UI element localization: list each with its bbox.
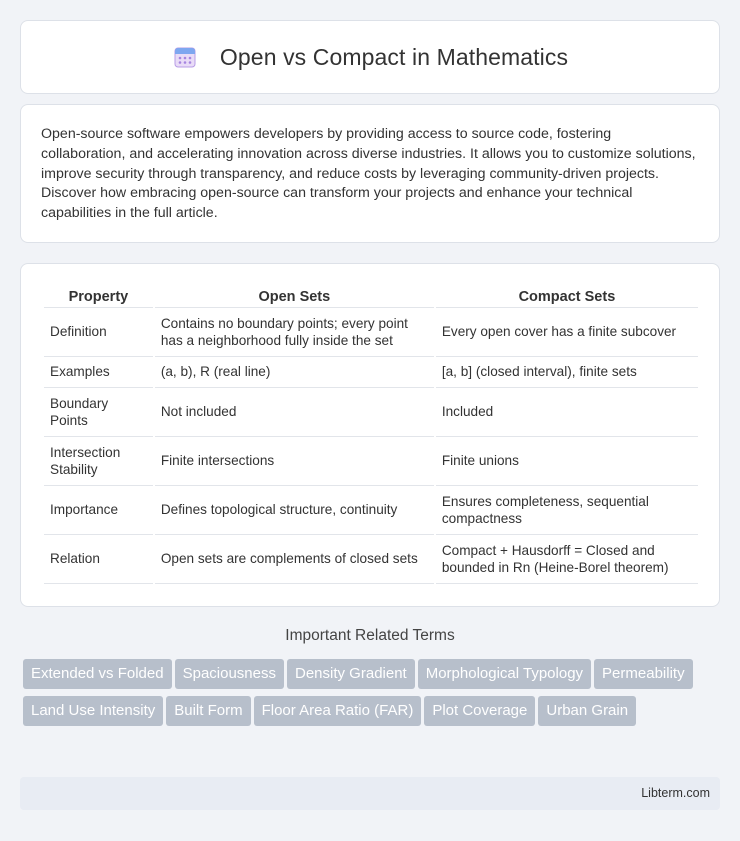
table-cell: Contains no boundary points; every point has a neighborhood fully inside the set bbox=[155, 308, 434, 357]
table-cell: Not included bbox=[155, 388, 434, 437]
table-cell: Intersection Stability bbox=[44, 437, 153, 486]
calendar-icon bbox=[172, 44, 198, 70]
table-cell: Ensures completeness, sequential compactness bbox=[436, 486, 698, 535]
table-cell: (a, b), R (real line) bbox=[155, 357, 434, 388]
related-term-tag[interactable]: Plot Coverage bbox=[424, 696, 535, 726]
table-cell: Examples bbox=[44, 357, 153, 388]
related-term-tag[interactable]: Land Use Intensity bbox=[23, 696, 163, 726]
related-term-tag[interactable]: Permeability bbox=[594, 659, 693, 689]
related-terms-title: Important Related Terms bbox=[285, 627, 455, 644]
related-term-tag[interactable]: Floor Area Ratio (FAR) bbox=[254, 696, 422, 726]
related-terms-list bbox=[23, 659, 723, 733]
table-row bbox=[44, 437, 698, 486]
related-term-tag[interactable]: Morphological Typology bbox=[418, 659, 591, 689]
footer bbox=[20, 777, 720, 810]
related-term-tag[interactable]: Density Gradient bbox=[287, 659, 415, 689]
table-header-row bbox=[44, 284, 698, 308]
related-term-tag[interactable]: Urban Grain bbox=[538, 696, 636, 726]
table-cell: Finite unions bbox=[436, 437, 698, 486]
related-term-tag[interactable]: Spaciousness bbox=[175, 659, 284, 689]
table-cell: Every open cover has a finite subcover bbox=[436, 308, 698, 357]
table-cell: [a, b] (closed interval), finite sets bbox=[436, 357, 698, 388]
table-cell: Open sets are complements of closed sets bbox=[155, 535, 434, 584]
table-cell: Compact + Hausdorff = Closed and bounded in Rn (Heine-Borel theorem) bbox=[436, 535, 698, 584]
intro-card bbox=[20, 104, 720, 243]
table-row bbox=[44, 357, 698, 388]
table-cell: Included bbox=[436, 388, 698, 437]
table-cell: Defines topological structure, continuity bbox=[155, 486, 434, 535]
column-header: Compact Sets bbox=[436, 284, 698, 308]
table-cell: Importance bbox=[44, 486, 153, 535]
table-cell: Relation bbox=[44, 535, 153, 584]
table-row bbox=[44, 388, 698, 437]
intro-text: Open-source software empowers developers by providing access to source code, fostering collaboration, and accelerating innovation across diverse industries. It allows you to customize solutions, improve security through transparency, and reduce costs by leveraging community-driven projects. Discover how embracing open-source can transform your projects and enhance your technical capabilities in the full article. bbox=[41, 126, 696, 222]
footer-site-link[interactable]: Libterm.com bbox=[641, 786, 710, 800]
comparison-card bbox=[20, 263, 720, 607]
table-row bbox=[44, 308, 698, 357]
related-term-tag[interactable]: Built Form bbox=[166, 696, 250, 726]
table-row bbox=[44, 486, 698, 535]
table-cell: Definition bbox=[44, 308, 153, 357]
column-header: Property bbox=[44, 284, 153, 308]
table-row bbox=[44, 535, 698, 584]
related-term-tag[interactable]: Extended vs Folded bbox=[23, 659, 172, 689]
comparison-table bbox=[42, 284, 700, 584]
header-card bbox=[20, 20, 720, 94]
table-cell: Finite intersections bbox=[155, 437, 434, 486]
table-cell: Boundary Points bbox=[44, 388, 153, 437]
page-title: Open vs Compact in Mathematics bbox=[219, 43, 569, 70]
column-header: Open Sets bbox=[155, 284, 434, 308]
